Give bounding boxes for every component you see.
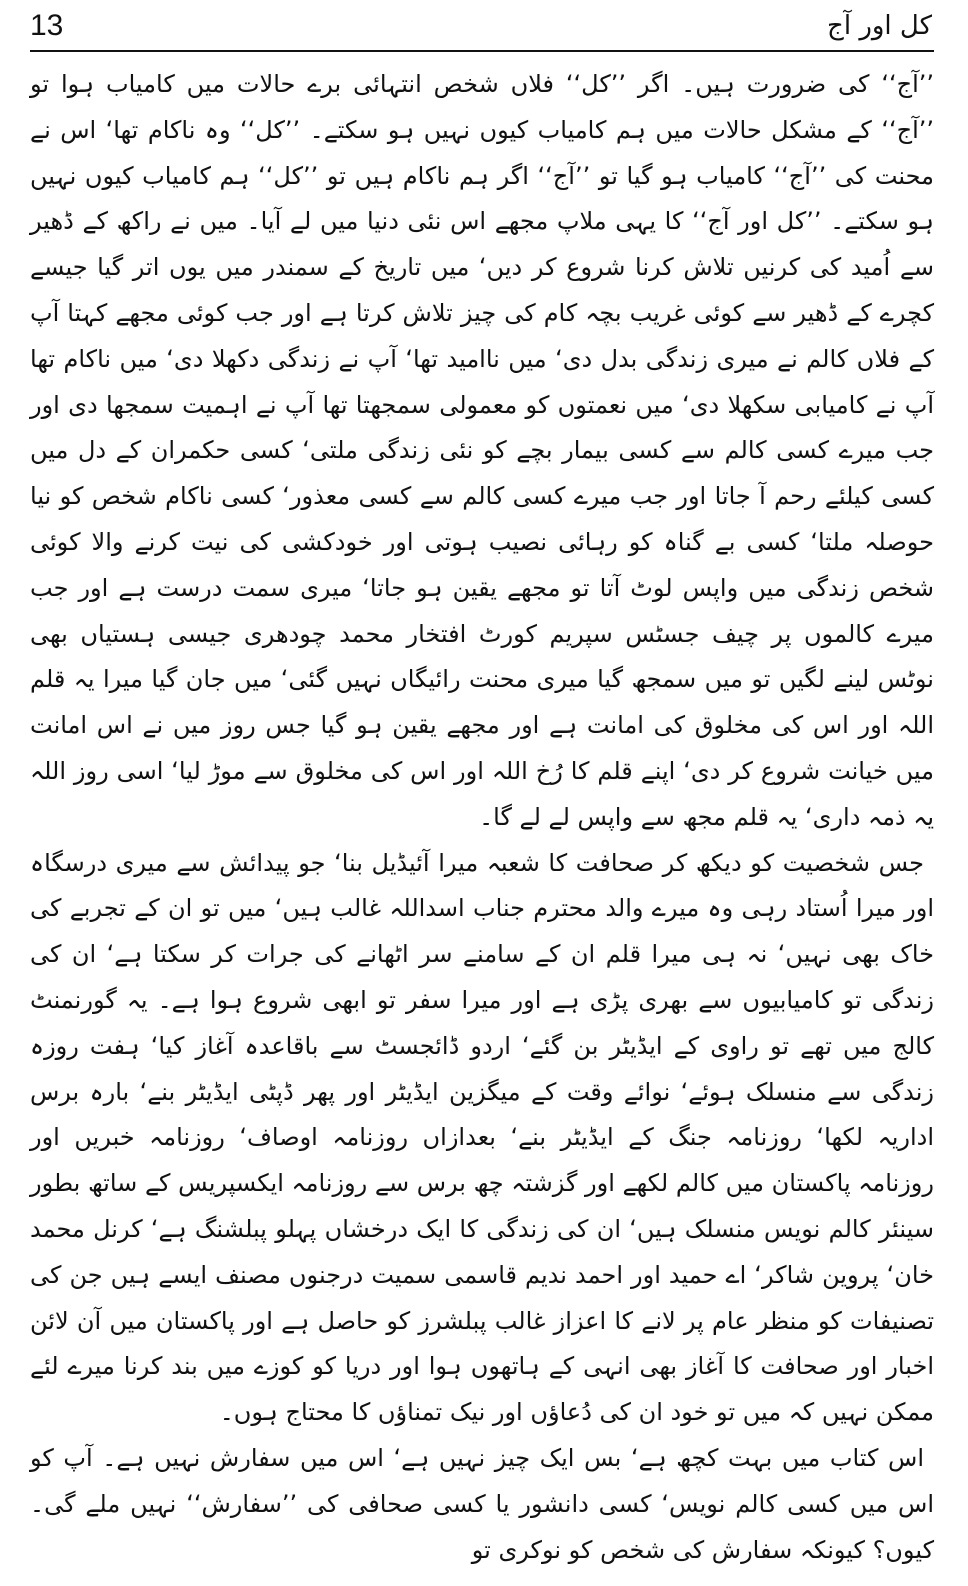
header-divider bbox=[30, 50, 934, 52]
page-header bbox=[30, 6, 938, 50]
page-number: 13 bbox=[30, 9, 64, 42]
body-text bbox=[30, 62, 934, 1573]
paragraph: اس کتاب میں بہت کچھ ہے‘ بس ایک چیز نہیں ہے‘ اس میں سفارش نہیں ہے۔ آپ کو اس میں کسی کالم نویس‘ کسی دانشور یا کسی صحافی کی ’’سفارش‘‘ نہیں ملے گی۔ کیوں؟ کیونکہ سفارش کی شخص کو نوکری تو bbox=[30, 1443, 934, 1564]
paragraph: ’’آج‘‘ کی ضرورت ہیں۔ اگر ’’کل‘‘ فلاں شخص انتہائی برے حالات میں کامیاب ہوا تو ’’آج‘‘ کے مشکل حالات میں ہم کامیاب کیوں نہیں ہو سکتے۔ ’’کل‘‘ وہ ناکام تھا‘ اس نے محنت کی ’’آج‘‘ کامیاب ہو گیا تو ’’آج‘‘ اگر ہم ناکام ہیں تو ’’کل‘‘ ہم کامیاب کیوں نہیں ہو سکتے۔ ’’کل اور آج‘‘ کا یہی ملاپ مجھے اس نئی دنیا میں لے آیا۔ میں نے راکھ کے ڈھیر سے اُمید کی کرنیں تلاش کرنا شروع کر دیں‘ میں تاریخ کے سمندر میں یوں اتر گیا جیسے کچرے کے ڈھیر سے کوئی غریب بچہ کام کی چیز تلاش کرتا ہے اور جب کوئی مجھے کہتا آپ کے فلاں کالم نے میری زندگی بدل دی‘ میں ناامید تھا‘ آپ نے زندگی دکھلا دی‘ میں ناکام تھا آپ نے کامیابی سکھلا دی‘ میں نعمتوں کو معمولی سمجھتا تھا آپ نے اہمیت سمجھا دی اور جب میرے کسی کالم سے کسی بیمار بچے کو نئی زندگی ملتی‘ کسی حکمران کے دل میں کسی کیلئے رحم آ جاتا اور جب میرے کسی کالم سے کسی معذور‘ کسی ناکام شخص کو نیا حوصلہ ملتا‘ کسی بے گناہ کو رہائی نصیب ہوتی اور خودکشی کی نیت کرنے والا کوئی شخص زندگی میں واپس لوٹ آتا تو مجھے یقین ہو جاتا‘ میری سمت درست ہے اور جب میرے کالموں پر چیف جسٹس سپریم کورٹ افتخار محمد چودھری جیسی ہستیاں بھی نوٹس لینے لگیں تو میں سمجھ گیا میری محنت رائیگاں نہیں گئی‘ میں جان گیا میرا یہ قلم اللہ اور اس کی مخلوق کی امانت ہے اور مجھے یقین ہو گیا جس روز میں نے اس امانت میں خیانت شروع کر دی‘ اپنے قلم کا رُخ اللہ اور اس کی مخلوق سے موڑ لیا‘ اسی روز اللہ یہ ذمہ داری‘ یہ قلم مجھ سے واپس لے لے گا۔ bbox=[30, 70, 934, 831]
running-title: کل اور آج bbox=[827, 11, 932, 41]
paragraph: جس شخصیت کو دیکھ کر صحافت کا شعبہ میرا آئیڈیل بنا‘ جو پیدائش سے میری درسگاہ اور میرا اُستاد رہی وہ میرے والد محترم جناب اسداللہ غالب ہیں‘ میں تو ان کے تجربے کی خاک بھی نہیں‘ نہ ہی میرا قلم ان کے سامنے سر اٹھانے کی جرات کر سکتا ہے‘ ان کی زندگی تو کامیابیوں سے بھری پڑی ہے اور میرا سفر تو ابھی شروع ہوا ہے۔ یہ گورنمنٹ کالج میں تھے تو راوی کے ایڈیٹر بن گئے‘ اردو ڈائجسٹ سے باقاعدہ آغاز کیا‘ ہفت روزہ زندگی سے منسلک ہوئے‘ نوائے وقت کے میگزین ایڈیٹر اور پھر ڈپٹی ایڈیٹر بنے‘ بارہ برس اداریہ لکھا‘ روزنامہ جنگ کے ایڈیٹر بنے‘ بعدازاں روزنامہ اوصاف‘ روزنامہ خبریں اور روزنامہ پاکستان میں کالم لکھے اور گزشتہ چھ برس سے روزنامہ ایکسپریس کے ساتھ بطور سینئر کالم نویس منسلک ہیں‘ ان کی زندگی کا ایک درخشاں پہلو پبلشنگ ہے‘ کرنل محمد خان‘ پروین شاکر‘ اے حمید اور احمد ندیم قاسمی سمیت درجنوں مصنف ایسے ہیں جن کی تصنیفات کو منظر عام پر لانے کا اعزاز غالب پبلشرز کو حاصل ہے اور پاکستان میں آن لائن اخبار اور صحافت کا آغاز بھی انہی کے ہاتھوں ہوا اور دریا کو کوزے میں بند کرنا میرے لئے ممکن نہیں کہ میں تو خود ان کی دُعاؤں اور نیک تمناؤں کا محتاج ہوں۔ bbox=[30, 848, 934, 1427]
